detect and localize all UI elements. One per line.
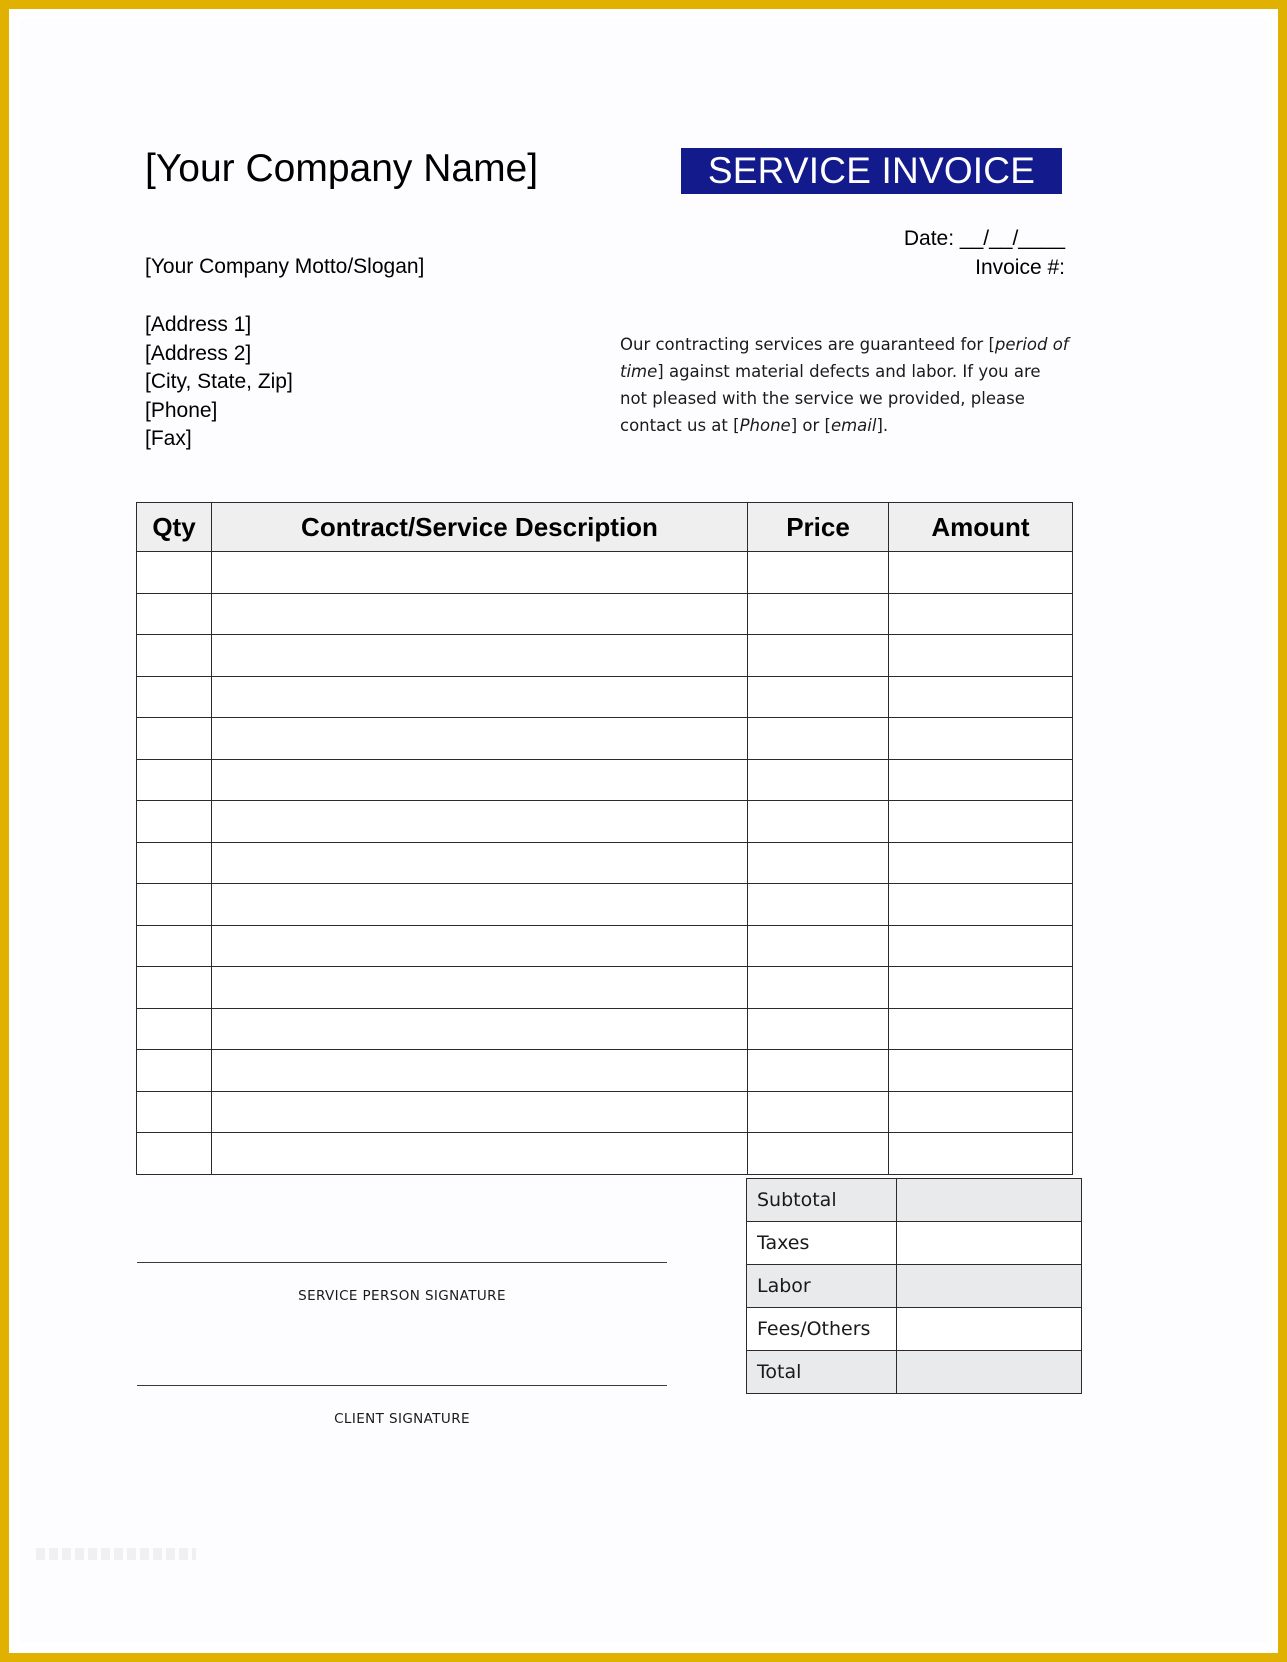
cell-amount[interactable] <box>889 552 1073 594</box>
address-line-2[interactable]: [Address 2] <box>145 341 252 365</box>
table-row <box>137 842 1073 884</box>
guarantee-text-part-2: ] against material defects and labor. If you are not pleased with the service we provided, please contact us at [ <box>620 362 1041 435</box>
table-row <box>137 635 1073 677</box>
cell-qty[interactable] <box>137 801 212 843</box>
table-row <box>137 925 1073 967</box>
cell-description[interactable] <box>212 759 748 801</box>
address-fax[interactable]: [Fax] <box>145 427 192 450</box>
table-row <box>137 967 1073 1009</box>
cell-amount[interactable] <box>889 635 1073 677</box>
cell-qty[interactable] <box>137 1008 212 1050</box>
company-name[interactable]: [Your Company Name] <box>145 147 539 190</box>
column-header-qty: Qty <box>137 503 212 552</box>
totals-value[interactable] <box>897 1265 1082 1308</box>
client-signature-rule[interactable] <box>137 1385 667 1386</box>
cell-qty[interactable] <box>137 1091 212 1133</box>
cell-description[interactable] <box>212 801 748 843</box>
service-signature-rule[interactable] <box>137 1262 667 1263</box>
table-row <box>137 552 1073 594</box>
line-items-table <box>136 502 1073 1175</box>
guarantee-text-part-1: Our contracting services are guaranteed for [ <box>620 335 995 354</box>
watermark-remnant <box>36 1548 196 1560</box>
totals-body <box>747 1179 1082 1394</box>
table-row <box>137 759 1073 801</box>
service-invoice-banner: SERVICE INVOICE <box>681 148 1062 194</box>
cell-qty[interactable] <box>137 593 212 635</box>
cell-price[interactable] <box>748 884 889 926</box>
cell-price[interactable] <box>748 718 889 760</box>
address-city-state-zip[interactable]: [City, State, Zip] <box>145 370 293 393</box>
cell-price[interactable] <box>748 967 889 1009</box>
cell-qty[interactable] <box>137 552 212 594</box>
line-items-body <box>137 552 1073 1175</box>
cell-price[interactable] <box>748 676 889 718</box>
cell-description[interactable] <box>212 635 748 677</box>
address-phone[interactable]: [Phone] <box>145 398 218 422</box>
totals-row <box>747 1265 1082 1308</box>
cell-description[interactable] <box>212 1133 748 1175</box>
cell-amount[interactable] <box>889 759 1073 801</box>
totals-value[interactable] <box>897 1222 1082 1265</box>
cell-description[interactable] <box>212 925 748 967</box>
totals-value[interactable] <box>897 1179 1082 1222</box>
cell-amount[interactable] <box>889 801 1073 843</box>
totals-row <box>747 1222 1082 1265</box>
cell-price[interactable] <box>748 842 889 884</box>
cell-qty[interactable] <box>137 1050 212 1092</box>
cell-amount[interactable] <box>889 1050 1073 1092</box>
cell-amount[interactable] <box>889 925 1073 967</box>
cell-qty[interactable] <box>137 884 212 926</box>
totals-row <box>747 1179 1082 1222</box>
cell-amount[interactable] <box>889 842 1073 884</box>
cell-price[interactable] <box>748 593 889 635</box>
invoice-number-line[interactable] <box>700 254 1065 282</box>
cell-qty[interactable] <box>137 1133 212 1175</box>
guarantee-emphasis-phone: Phone <box>739 416 791 435</box>
guarantee-text-part-4: ]. <box>876 416 889 435</box>
cell-amount[interactable] <box>889 593 1073 635</box>
totals-label: Taxes <box>747 1222 897 1265</box>
company-address-block <box>145 311 293 454</box>
cell-price[interactable] <box>748 552 889 594</box>
guarantee-text-part-3: ] or [ <box>790 416 831 435</box>
cell-description[interactable] <box>212 842 748 884</box>
guarantee-paragraph <box>620 331 1072 439</box>
column-header-amount: Amount <box>889 503 1073 552</box>
company-motto[interactable]: [Your Company Motto/Slogan] <box>145 255 425 278</box>
date-line[interactable] <box>700 225 1065 253</box>
cell-price[interactable] <box>748 1008 889 1050</box>
totals-label: Subtotal <box>747 1179 897 1222</box>
table-header-row <box>137 503 1073 552</box>
cell-description[interactable] <box>212 1091 748 1133</box>
cell-amount[interactable] <box>889 967 1073 1009</box>
cell-price[interactable] <box>748 1091 889 1133</box>
table-row <box>137 884 1073 926</box>
cell-qty[interactable] <box>137 925 212 967</box>
address-line-1[interactable]: [Address 1] <box>145 313 252 336</box>
table-row <box>137 1091 1073 1133</box>
totals-label: Fees/Others <box>747 1308 897 1351</box>
client-signature-label: CLIENT SIGNATURE <box>334 1411 470 1427</box>
cell-price[interactable] <box>748 925 889 967</box>
cell-description[interactable] <box>212 676 748 718</box>
cell-description[interactable] <box>212 718 748 760</box>
totals-value[interactable] <box>897 1351 1082 1394</box>
column-header-price: Price <box>748 503 889 552</box>
cell-price[interactable] <box>748 635 889 677</box>
cell-price[interactable] <box>748 1050 889 1092</box>
cell-price[interactable] <box>748 759 889 801</box>
cell-description[interactable] <box>212 1050 748 1092</box>
totals-table <box>746 1178 1082 1394</box>
date-value[interactable]: __/__/____ <box>959 227 1065 250</box>
cell-qty[interactable] <box>137 842 212 884</box>
cell-amount[interactable] <box>889 884 1073 926</box>
table-row <box>137 1008 1073 1050</box>
totals-label: Labor <box>747 1265 897 1308</box>
cell-qty[interactable] <box>137 635 212 677</box>
cell-qty[interactable] <box>137 718 212 760</box>
service-signature-label: SERVICE PERSON SIGNATURE <box>298 1288 506 1304</box>
cell-amount[interactable] <box>889 1008 1073 1050</box>
table-row <box>137 718 1073 760</box>
guarantee-emphasis-period: period of time <box>620 335 1069 381</box>
cell-amount[interactable] <box>889 1133 1073 1175</box>
cell-description[interactable] <box>212 552 748 594</box>
totals-value[interactable] <box>897 1308 1082 1351</box>
totals-row <box>747 1351 1082 1394</box>
table-row <box>137 1133 1073 1175</box>
date-label: Date: <box>903 227 955 250</box>
cell-qty[interactable] <box>137 676 212 718</box>
cell-description[interactable] <box>212 884 748 926</box>
invoice-number-label: Invoice #: <box>975 256 1065 279</box>
cell-amount[interactable] <box>889 718 1073 760</box>
totals-row <box>747 1308 1082 1351</box>
cell-amount[interactable] <box>889 676 1073 718</box>
table-row <box>137 676 1073 718</box>
cell-description[interactable] <box>212 593 748 635</box>
column-header-description: Contract/Service Description <box>212 503 748 552</box>
cell-qty[interactable] <box>137 759 212 801</box>
totals-label: Total <box>747 1351 897 1394</box>
table-row <box>137 593 1073 635</box>
table-row <box>137 1050 1073 1092</box>
cell-price[interactable] <box>748 801 889 843</box>
cell-description[interactable] <box>212 967 748 1009</box>
table-row <box>137 801 1073 843</box>
guarantee-emphasis-email: email <box>830 416 877 435</box>
cell-amount[interactable] <box>889 1091 1073 1133</box>
cell-price[interactable] <box>748 1133 889 1175</box>
cell-qty[interactable] <box>137 967 212 1009</box>
cell-description[interactable] <box>212 1008 748 1050</box>
